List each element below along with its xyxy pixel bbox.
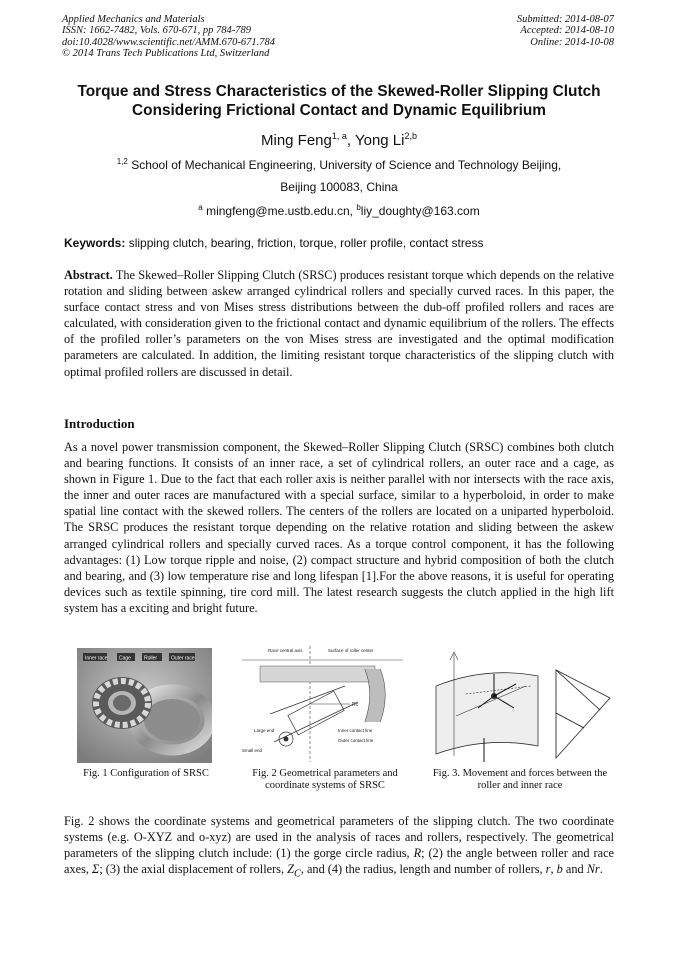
abstract — [64, 267, 614, 380]
figure-2-diagram — [240, 644, 405, 764]
author-list — [40, 131, 638, 149]
fig1-label-outer-race: Outer race — [171, 655, 195, 662]
abstract-label: Abstract. — [64, 268, 113, 282]
accepted-date: Accepted: 2014-08-10 — [520, 25, 614, 37]
text-run: Fig. 2 shows the coordinate systems and geometrical parameters of the slipping clutch. The two coordinate systems (e.g. O-XYZ and o-xyz) are used in the analysis of races and rollers, respectively. The geometrical parameters of the slipping clutch include: (1) the gorge circle radius, — [64, 814, 614, 861]
dates-header — [517, 14, 614, 48]
keywords-text: slipping clutch, bearing, friction, torque, roller profile, contact stress — [125, 236, 484, 250]
introduction-paragraph: As a novel power transmission component, the Skewed–Roller Slipping Clutch (SRSC) combines both clutch and bearing functions. It consists of an inner race, a set of cylindrical rollers, an outer race and a cage, as shown in Figure 1. Due to the fact that each roller axis is neither parallel with nor intersects with the race axis, the inner and outer races are manufactured with a special surface, similar to a hyperboloid, in order to make spatial line contact with the skewed rollers. The centers of the rollers are located on a uniparted hyperboloid. The SRSC produces the resistant torque depending on the relative rotation and sliding between the askew arranged cylindrical rollers and specially curved races. As a torque control component, it has the following advantages: (1) Low torque ripple and noise, (2) compact structure and hybrid composition of both the clutch and bearing, and (3) low temperature rise and long lifespan [1].For the above reasons, it is useful for operating devices such as textile spinning, tire cord mill. The latest research suggests the clutch applied in the high lift system has a exciting and bright future. — [64, 440, 614, 615]
figure-3-caption: Fig. 3. Movement and forces between the roller and inner race — [432, 768, 608, 791]
email-b[interactable]: liy_doughty@163.com — [360, 204, 480, 218]
math-r: r — [545, 862, 551, 877]
author-separator: , — [346, 132, 355, 149]
title-line-2: Considering Frictional Contact and Dynamic Equilibrium — [132, 102, 546, 119]
title-line-1: Torque and Stress Characteristics of the Skewed-Roller Slipping Clutch — [77, 83, 601, 100]
keywords — [64, 236, 616, 250]
copyright-line: © 2014 Trans Tech Publications Ltd, Switzerland — [62, 47, 270, 59]
text-run: . — [599, 862, 603, 877]
text-run: , — [550, 862, 557, 877]
math-Z: Z — [287, 862, 294, 877]
fig2-label-roller-surface: Surface of roller center — [328, 648, 374, 653]
figure-1-photo — [77, 648, 212, 763]
figure-3-force-triangle — [554, 668, 614, 760]
math-b: b — [556, 862, 563, 877]
online-date: Online: 2014-10-08 — [530, 36, 614, 48]
fig2-label-small-end: Small end — [242, 748, 263, 753]
geometry-paragraph — [64, 813, 614, 883]
email-b-sup: b — [356, 203, 361, 212]
text-run: ; (2) the angle between roller and race axes, — [64, 846, 614, 877]
affiliation-line-2: Beijing 100083, China — [280, 180, 398, 194]
text-run: and — [562, 862, 587, 877]
figure-3-diagram — [426, 646, 544, 764]
fig1-label-roller: Roller — [144, 655, 158, 662]
figure-1-caption: Fig. 1 Configuration of SRSC — [83, 768, 209, 779]
affiliation-text-1: School of Mechanical Engineering, University of Science and Technology Beijing, — [127, 158, 562, 172]
author-2-sup: 2,b — [404, 131, 417, 141]
fig2-label-rc: Rc — [352, 702, 359, 708]
abstract-text: The Skewed–Roller Slipping Clutch (SRSC) produces resistant torque which depends on the relative rotation and sliding between askew arranged cylindrical rollers and specially curved races. In this paper, the surface contact stress and von Mises stress distributions between the dub-off profiled rollers and races are calculated, with consideration given to the frictional contact and dynamic equilibrium of the rollers. The effects of the profiled roller’s parameters on the von Mises stress are investigated and the optimal modification parameters are calculated. In addition, the limiting resistant torque characteristics of the slipping clutch with optimal profiled rollers are discussed in detail. — [64, 268, 614, 379]
author-2: Yong Li — [354, 132, 405, 149]
journal-name: Applied Mechanics and Materials — [62, 14, 205, 25]
math-R: R — [413, 846, 422, 861]
submitted-date: Submitted: 2014-08-07 — [516, 14, 614, 25]
affiliation-line-1 — [40, 157, 638, 172]
email-a-sup: a — [198, 203, 203, 212]
fig2-label-large-end: Large end — [254, 728, 275, 733]
journal-header — [62, 14, 275, 59]
math-Nr: Nr — [586, 862, 600, 877]
math-sigma: Σ — [92, 862, 100, 877]
affiliation-sup: 1,2 — [116, 157, 128, 166]
fig1-label-inner-race: Inner race — [85, 655, 108, 662]
email-line — [40, 203, 638, 218]
paper-title — [40, 82, 638, 120]
author-1-sup: 1, a — [331, 131, 347, 141]
doi-line[interactable]: doi:10.4028/www.scientific.net/AMM.670-671.784 — [62, 36, 275, 48]
figure-2-caption: Fig. 2 Geometrical parameters and coordinate systems of SRSC — [252, 768, 398, 791]
fig2-label-inner-contact: Inner contact line — [338, 728, 373, 733]
fig1-label-cage: Cage — [119, 655, 131, 662]
issn-line: ISSN: 1662-7482, Vols. 670-671, pp 784-789 — [62, 25, 251, 37]
math-Z-sub: C — [293, 868, 301, 880]
fig2-label-outer-contact: Outer contact line — [338, 738, 374, 743]
email-a[interactable]: mingfeng@me.ustb.edu.cn, — [202, 204, 357, 218]
text-run: , and (4) the radius, length and number of rollers, — [300, 862, 546, 877]
author-1: Ming Feng — [261, 132, 332, 149]
text-run: ; (3) the axial displacement of rollers, — [99, 862, 288, 877]
fig2-label-race-axis: Race central axis — [268, 648, 303, 653]
section-heading-introduction: Introduction — [64, 416, 135, 431]
keywords-label: Keywords: — [64, 236, 126, 250]
